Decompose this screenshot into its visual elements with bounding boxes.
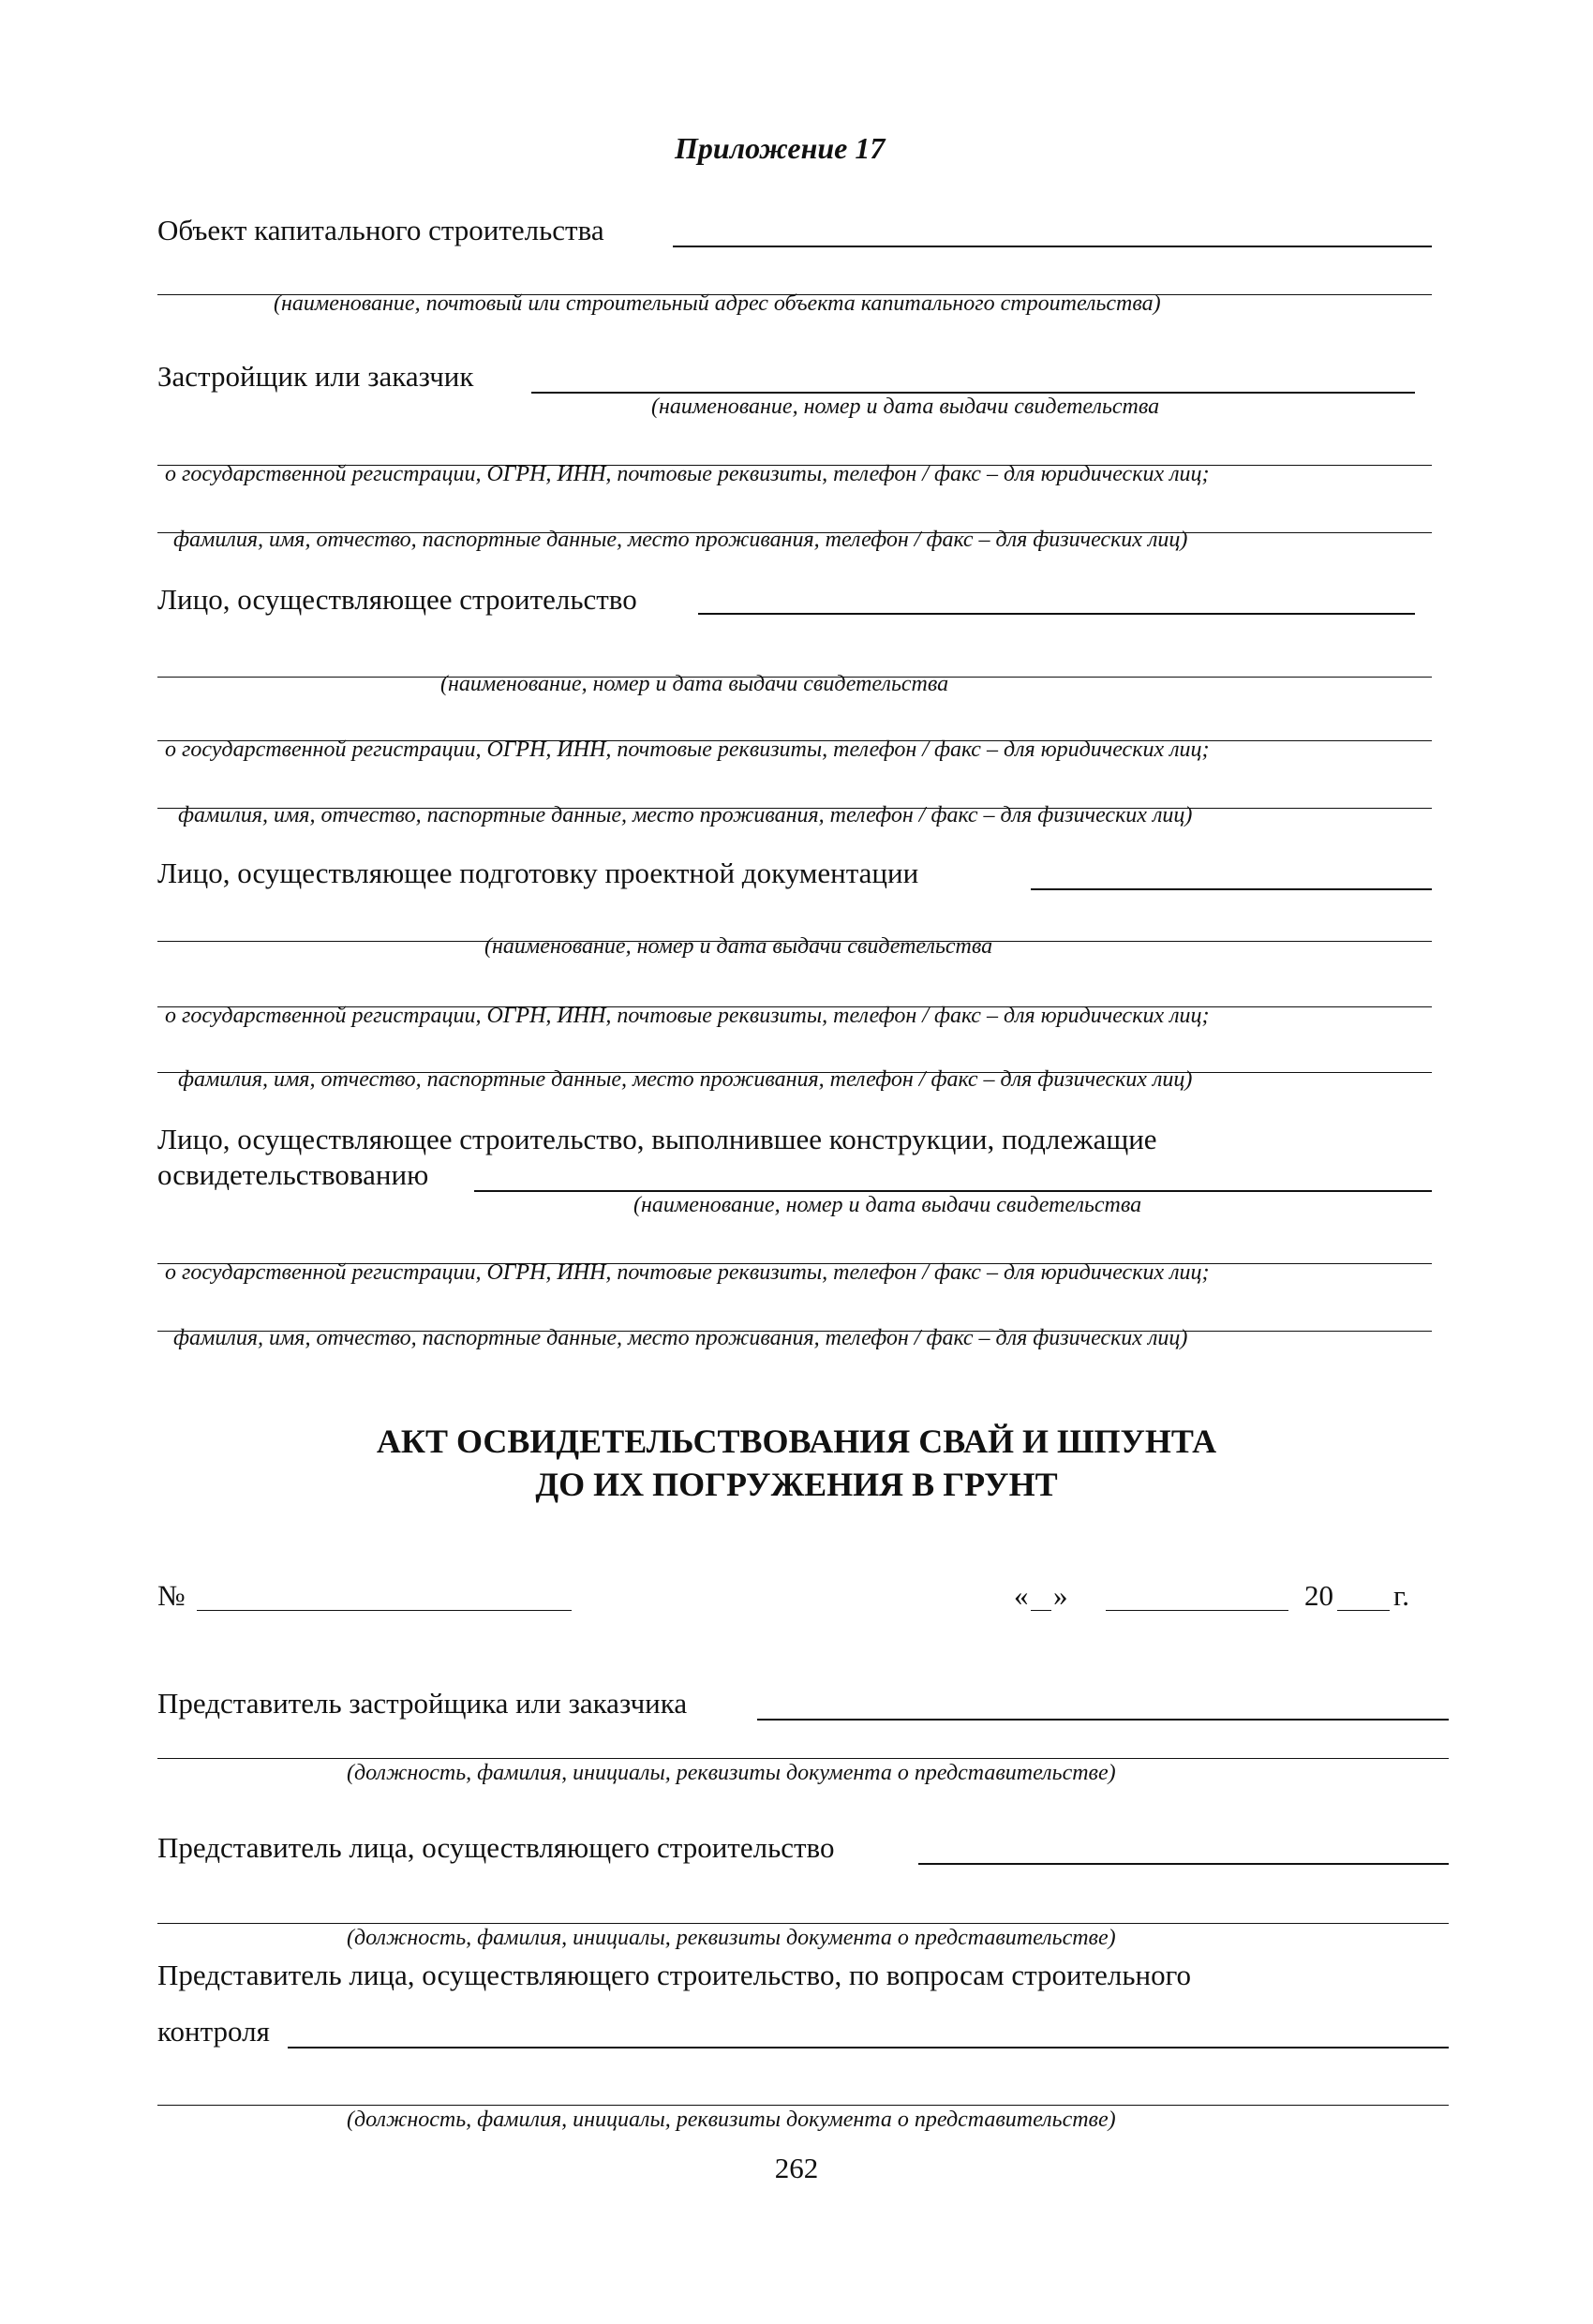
designer-caption-3: фамилия, имя, отчество, паспортные данные, место проживания, телефон / факс – для физических лиц) [178,1067,1193,1092]
developer-caption-3: фамилия, имя, отчество, паспортные данные, место проживания, телефон / факс – для физических лиц) [173,528,1188,552]
act-title-line-2: ДО ИХ ПОГРУЖЕНИЯ В ГРУНТ [535,1466,1058,1503]
rep-developer-field-line[interactable] [757,1719,1449,1721]
rep-builder-line-2[interactable] [157,1923,1449,1924]
date-year-suffix: г. [1393,1579,1409,1612]
designer-field-line[interactable] [1031,888,1432,890]
rep-developer-caption: (должность, фамилия, инициалы, реквизиты документа о представительстве) [347,1761,1116,1785]
performer-caption-3: фамилия, имя, отчество, паспортные данные, место проживания, телефон / факс – для физических лиц) [173,1326,1188,1350]
act-number-field[interactable] [197,1610,572,1611]
performer-label-line-2: освидетельствованию [157,1158,429,1191]
performer-caption-2: о государственной регистрации, ОГРН, ИНН, почтовые реквизиты, телефон / факс – для юридических лиц; [165,1260,1210,1285]
date-year-prefix: 20 [1304,1579,1333,1612]
designer-label: Лицо, осуществляющее подготовку проектной документации [157,857,919,889]
developer-label: Застройщик или заказчик [157,360,474,393]
designer-caption-2: о государственной регистрации, ОГРН, ИНН, почтовые реквизиты, телефон / факс – для юридических лиц; [165,1004,1210,1028]
builder-caption-1: (наименование, номер и дата выдачи свидетельства [440,672,949,696]
rep-control-label-line-2: контроля [157,2015,270,2048]
performer-label-line-1: Лицо, осуществляющее строительство, выполнившее конструкции, подлежащие [157,1123,1157,1155]
date-year-field[interactable] [1337,1610,1390,1611]
act-title-line-1: АКТ ОСВИДЕТЕЛЬСТВОВАНИЯ СВАЙ И ШПУНТА [376,1423,1217,1460]
object-field-line[interactable] [673,246,1432,247]
rep-builder-caption: (должность, фамилия, инициалы, реквизиты документа о представительстве) [347,1926,1116,1950]
page-number: 262 [774,2152,819,2184]
performer-caption-1: (наименование, номер и дата выдачи свидетельства [633,1193,1142,1217]
builder-caption-2: о государственной регистрации, ОГРН, ИНН, почтовые реквизиты, телефон / факс – для юридических лиц; [165,737,1210,762]
rep-developer-line-2[interactable] [157,1758,1449,1759]
date-day-field[interactable] [1031,1610,1051,1611]
object-caption: (наименование, почтовый или строительный адрес объекта капитального строительства) [274,291,1161,316]
rep-builder-label: Представитель лица, осуществляющего строительство [157,1831,835,1864]
rep-control-line-2[interactable] [157,2105,1449,2106]
builder-label: Лицо, осуществляющее строительство [157,583,637,616]
builder-field-line[interactable] [698,613,1415,615]
designer-caption-1: (наименование, номер и дата выдачи свидетельства [484,934,993,959]
object-label: Объект капитального строительства [157,214,604,246]
builder-caption-3: фамилия, имя, отчество, паспортные данные, место проживания, телефон / факс – для физических лиц) [178,803,1193,827]
developer-caption-1: (наименование, номер и дата выдачи свидетельства [651,395,1160,419]
rep-control-caption: (должность, фамилия, инициалы, реквизиты документа о представительстве) [347,2108,1116,2132]
rep-builder-field-line[interactable] [918,1863,1449,1865]
date-open-quote: « [1014,1579,1029,1612]
date-close-quote: » [1053,1579,1068,1612]
rep-developer-label: Представитель застройщика или заказчика [157,1687,688,1720]
date-month-field[interactable] [1106,1610,1288,1611]
appendix-title: Приложение 17 [675,131,886,165]
rep-control-label-line-1: Представитель лица, осуществляющего строительство, по вопросам строительного [157,1959,1192,1991]
act-number-sign: № [157,1579,186,1612]
developer-caption-2: о государственной регистрации, ОГРН, ИНН, почтовые реквизиты, телефон / факс – для юридических лиц; [165,462,1210,486]
rep-control-field-line[interactable] [288,2047,1449,2048]
